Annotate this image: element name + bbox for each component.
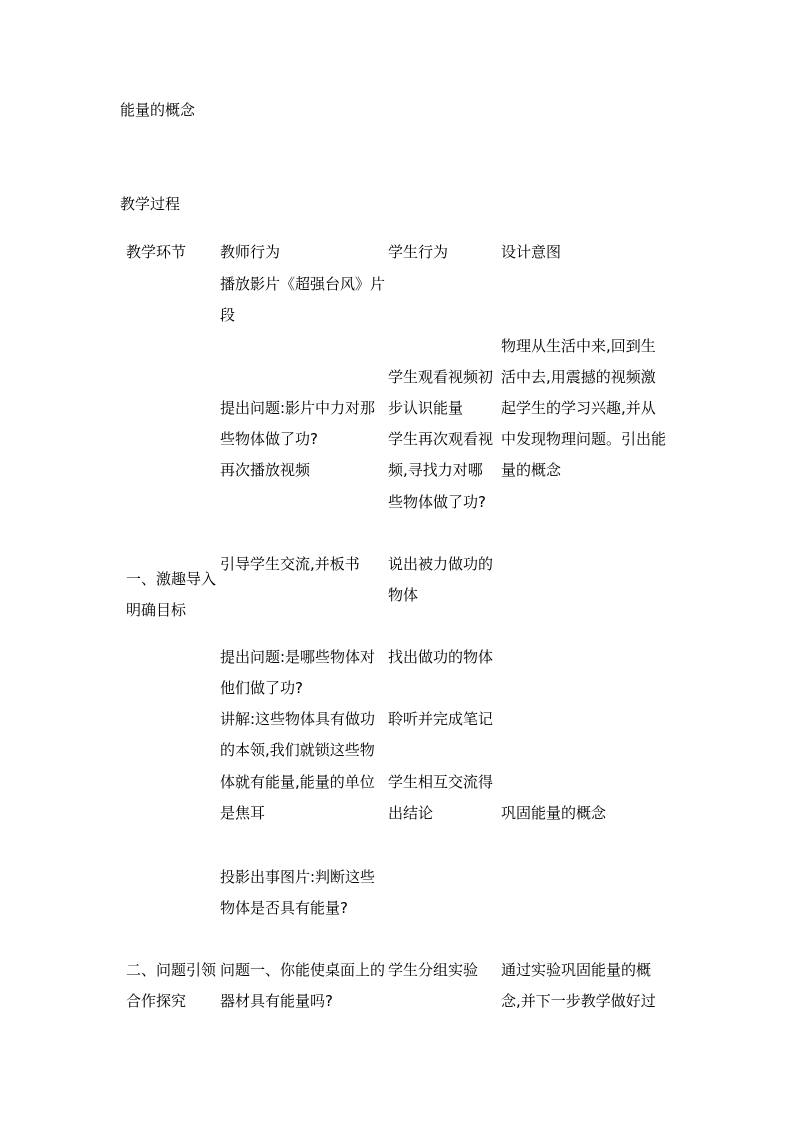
row2-teacher-line: 投影出事图片:判断这些 [220,868,376,886]
header-student: 学生行为 [388,243,449,261]
row1-teacher-line: 引导学生交流,并板书 [220,555,360,573]
header-intent: 设计意图 [501,243,562,261]
row2-intent-line: 巩固能量的概念 [501,804,607,822]
row1-stage-line: 明确目标 [126,601,187,619]
row2-teacher-line: 他们做了功? [220,679,303,697]
row1-teacher-line: 播放影片《超强台风》片 [220,275,386,293]
header-teacher: 教师行为 [220,243,281,261]
row3-stage-line: 二、问题引领 [126,961,217,979]
row1-student-line: 频,寻找力对哪 [388,461,483,479]
row3-teacher-line: 问题一、你能使桌面上的 [220,961,386,979]
row1-teacher-line: 段 [220,306,236,324]
row1-student-line: 物体 [388,586,419,604]
section-heading: 教学过程 [120,195,181,213]
row1-intent-line: 起学生的学习兴趣,并从 [501,399,656,417]
header-stage: 教学环节 [126,243,187,261]
row2-teacher-line: 体就有能量,能量的单位 [220,773,375,791]
row2-teacher-line: 讲解:这些物体具有做功 [220,710,376,728]
row1-teacher-line: 提出问题:影片中力对那 [220,399,376,417]
row3-intent-line: 念,并下一步教学做好过 [501,992,656,1010]
row1-student-line: 说出被力做功的 [388,555,494,573]
row1-student-line: 学生再次观看视 [388,430,494,448]
row2-student-line: 找出做功的物体 [388,648,494,666]
row1-student-line: 些物体做了功? [388,493,486,511]
row1-stage-line: 一、激趣导入 [126,570,217,588]
row2-teacher-line: 提出问题:是哪些物体对 [220,648,376,666]
row2-student-line: 出结论 [388,804,434,822]
row3-student-line: 学生分组实验 [388,961,479,979]
row3-intent-line: 通过实验巩固能量的概 [501,961,652,979]
row1-student-line: 学生观看视频初 [388,368,494,386]
doc-title: 能量的概念 [120,101,196,119]
row2-teacher-line: 的本领,我们就锁这些物 [220,741,375,759]
row1-teacher-line: 再次播放视频 [220,461,311,479]
row2-student-line: 学生相互交流得 [388,773,494,791]
row1-student-line: 步认识能量 [388,399,464,417]
row1-intent-line: 中发现物理问题。引出能 [501,430,667,448]
row1-intent-line: 物理从生活中来,回到生 [501,337,656,355]
row1-teacher-line: 些物体做了功? [220,430,318,448]
row3-teacher-line: 器材具有能量吗? [220,992,333,1010]
row1-intent-line: 量的概念 [501,461,562,479]
row1-intent-line: 活中去,用震撼的视频激 [501,368,656,386]
row2-teacher-line: 是焦耳 [220,804,266,822]
row3-stage-line: 合作探究 [126,992,187,1010]
row2-student-line: 聆听并完成笔记 [388,710,494,728]
row2-teacher-line: 物体是否具有能量? [220,899,348,917]
